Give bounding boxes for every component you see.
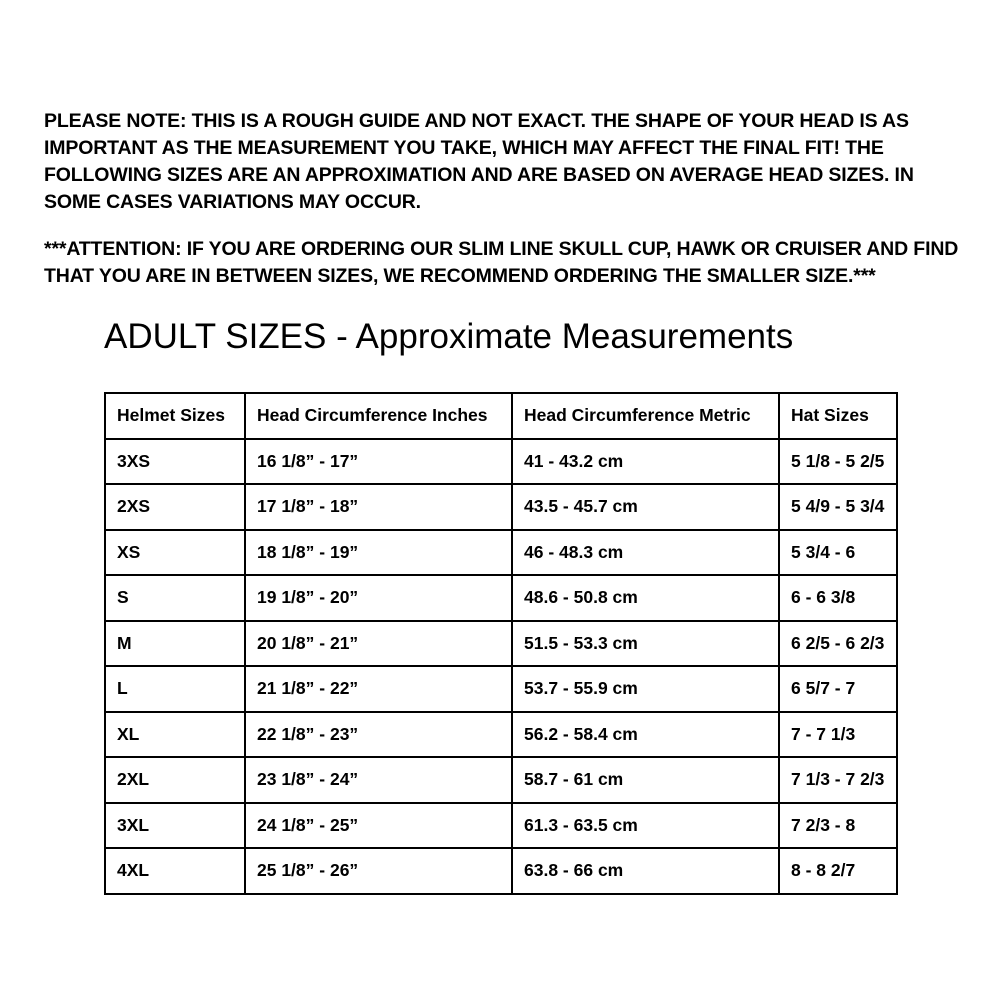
note-paragraph-attention: ***ATTENTION: IF YOU ARE ORDERING OUR SLIM LINE SKULL CUP, HAWK OR CRUISER AND FIND THAT YOU ARE IN BETWEEN SIZES, WE RECOMMEND ORDERING THE SMALLER SIZE.*** <box>44 238 959 287</box>
cell-hat-size: 7 1/3 - 7 2/3 <box>779 757 897 803</box>
column-header-head-circumference-inches: Head Circumference Inches <box>245 393 512 439</box>
cell-helmet-size: M <box>105 621 245 667</box>
cell-helmet-size: XS <box>105 530 245 576</box>
cell-metric: 48.6 - 50.8 cm <box>512 575 779 621</box>
cell-inches: 19 1/8” - 20” <box>245 575 512 621</box>
note-paragraph-general: PLEASE NOTE: THIS IS A ROUGH GUIDE AND NOT EXACT. THE SHAPE OF YOUR HEAD IS AS IMPORTANT AS THE MEASUREMENT YOU TAKE, WHICH MAY AFFECT THE FINAL FIT! THE FOLLOWING SIZES ARE AN APPROXIMATION AND ARE BASED ON AVERAGE HEAD SIZES. IN SOME CASES VARIATIONS MAY OCCUR. <box>44 110 914 213</box>
cell-inches: 18 1/8” - 19” <box>245 530 512 576</box>
column-header-helmet-sizes: Helmet Sizes <box>105 393 245 439</box>
cell-metric: 43.5 - 45.7 cm <box>512 484 779 530</box>
cell-helmet-size: 3XL <box>105 803 245 849</box>
cell-inches: 24 1/8” - 25” <box>245 803 512 849</box>
table-row <box>105 530 897 576</box>
cell-metric: 51.5 - 53.3 cm <box>512 621 779 667</box>
cell-helmet-size: L <box>105 666 245 712</box>
table-row <box>105 666 897 712</box>
cell-hat-size: 6 5/7 - 7 <box>779 666 897 712</box>
cell-hat-size: 6 2/5 - 6 2/3 <box>779 621 897 667</box>
cell-inches: 17 1/8” - 18” <box>245 484 512 530</box>
column-header-hat-sizes: Hat Sizes <box>779 393 897 439</box>
cell-inches: 22 1/8” - 23” <box>245 712 512 758</box>
cell-helmet-size: 2XS <box>105 484 245 530</box>
cell-hat-size: 5 4/9 - 5 3/4 <box>779 484 897 530</box>
page-title: ADULT SIZES - Approximate Measurements <box>104 317 794 356</box>
cell-inches: 21 1/8” - 22” <box>245 666 512 712</box>
cell-hat-size: 5 3/4 - 6 <box>779 530 897 576</box>
cell-inches: 25 1/8” - 26” <box>245 848 512 894</box>
cell-helmet-size: 4XL <box>105 848 245 894</box>
cell-inches: 20 1/8” - 21” <box>245 621 512 667</box>
cell-hat-size: 7 - 7 1/3 <box>779 712 897 758</box>
table-row <box>105 848 897 894</box>
column-header-head-circumference-metric: Head Circumference Metric <box>512 393 779 439</box>
notes-block <box>44 108 959 290</box>
cell-metric: 41 - 43.2 cm <box>512 439 779 485</box>
cell-inches: 23 1/8” - 24” <box>245 757 512 803</box>
table-row <box>105 439 897 485</box>
cell-hat-size: 8 - 8 2/7 <box>779 848 897 894</box>
cell-metric: 46 - 48.3 cm <box>512 530 779 576</box>
cell-helmet-size: 2XL <box>105 757 245 803</box>
cell-metric: 58.7 - 61 cm <box>512 757 779 803</box>
table-row <box>105 484 897 530</box>
cell-hat-size: 7 2/3 - 8 <box>779 803 897 849</box>
table-row <box>105 757 897 803</box>
cell-metric: 53.7 - 55.9 cm <box>512 666 779 712</box>
table-row <box>105 621 897 667</box>
cell-metric: 63.8 - 66 cm <box>512 848 779 894</box>
cell-helmet-size: S <box>105 575 245 621</box>
size-chart-table <box>104 392 898 895</box>
cell-metric: 61.3 - 63.5 cm <box>512 803 779 849</box>
cell-helmet-size: 3XS <box>105 439 245 485</box>
cell-helmet-size: XL <box>105 712 245 758</box>
cell-hat-size: 5 1/8 - 5 2/5 <box>779 439 897 485</box>
table-row <box>105 803 897 849</box>
table-row <box>105 712 897 758</box>
cell-metric: 56.2 - 58.4 cm <box>512 712 779 758</box>
table-row <box>105 575 897 621</box>
cell-hat-size: 6 - 6 3/8 <box>779 575 897 621</box>
table-header-row <box>105 393 897 439</box>
cell-inches: 16 1/8” - 17” <box>245 439 512 485</box>
